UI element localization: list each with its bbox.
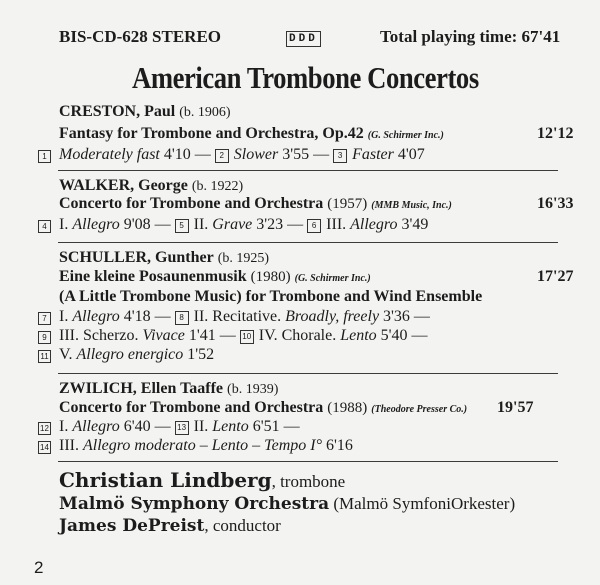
work-creston: Fantasy for Trombone and Orchestra, Op.42 (G. Schirmer Inc.) xyxy=(59,125,444,142)
track-number-1: 1 xyxy=(38,150,51,163)
duration-schuller: 17'27 xyxy=(537,268,574,285)
divider xyxy=(58,373,558,374)
track-line-schuller-1: I. Allegro 4'18 — 8 II. Recitative. Broadly, freely 3'36 — xyxy=(59,308,430,325)
album-title: American Trombone Concertos xyxy=(132,60,479,95)
divider xyxy=(58,242,558,243)
track-line-zwilich-1: I. Allegro 6'40 — 13 II. Lento 6'51 — xyxy=(59,418,300,435)
track-number-14: 14 xyxy=(38,441,51,454)
composer-schuller: SCHULLER, Gunther (b. 1925) xyxy=(59,249,270,266)
track-number-2: 2 xyxy=(215,149,229,163)
track-line-zwilich-2: III. Allegro moderato – Lento – Tempo I° 6'16 xyxy=(59,437,353,454)
track-line-schuller-2: III. Scherzo. Vivace 1'41 — 10 IV. Chorale. Lento 5'40 — xyxy=(59,327,428,344)
track-number-4: 4 xyxy=(38,220,51,233)
track-line-schuller-3: V. Allegro energico 1'52 xyxy=(59,346,215,363)
track-number-3: 3 xyxy=(333,149,347,163)
work-schuller: Eine kleine Posaunenmusik (1980) (G. Schirmer Inc.) xyxy=(59,268,371,285)
divider xyxy=(58,170,558,171)
duration-zwilich: 19'57 xyxy=(497,399,534,416)
track-line-walker: I. Allegro 9'08 — 5 II. Grave 3'23 — 6 III. Allegro 3'49 xyxy=(59,216,429,233)
track-number-13: 13 xyxy=(175,421,189,435)
orchestra: Malmö Symphony Orchestra (Malmö SymfoniOrkester) xyxy=(59,494,516,514)
track-line-creston: Moderately fast 4'10 — 2 Slower 3'55 — 3 Faster 4'07 xyxy=(59,146,425,163)
catalog-number: BIS-CD-628 STEREO xyxy=(59,27,222,46)
page-number: 2 xyxy=(34,558,44,577)
track-number-8: 8 xyxy=(175,311,189,325)
track-number-12: 12 xyxy=(38,422,51,435)
track-number-10: 10 xyxy=(240,330,254,344)
duration-creston: 12'12 xyxy=(537,125,574,142)
work-zwilich: Concerto for Trombone and Orchestra (1988) (Theodore Presser Co.) xyxy=(59,399,468,416)
track-number-7: 7 xyxy=(38,312,51,325)
composer-creston: CRESTON, Paul (b. 1906) xyxy=(59,103,231,120)
track-number-9: 9 xyxy=(38,331,51,344)
conductor: James DePreist, conductor xyxy=(59,516,281,536)
soloist: Christian Lindberg, trombone xyxy=(59,468,346,492)
track-number-5: 5 xyxy=(175,219,189,233)
ddd-badge: DDD xyxy=(286,28,321,47)
divider xyxy=(58,461,558,462)
work-walker: Concerto for Trombone and Orchestra (1957) (MMB Music, Inc.) xyxy=(59,195,452,212)
composer-zwilich: ZWILICH, Ellen Taaffe (b. 1939) xyxy=(59,380,279,397)
track-number-11: 11 xyxy=(38,350,51,363)
composer-walker: WALKER, George (b. 1922) xyxy=(59,177,244,194)
work-subtitle-schuller: (A Little Trombone Music) for Trombone and Wind Ensemble xyxy=(59,288,483,305)
track-number-6: 6 xyxy=(307,219,321,233)
duration-walker: 16'33 xyxy=(537,195,574,212)
total-playing-time: Total playing time: 67'41 xyxy=(380,27,561,46)
